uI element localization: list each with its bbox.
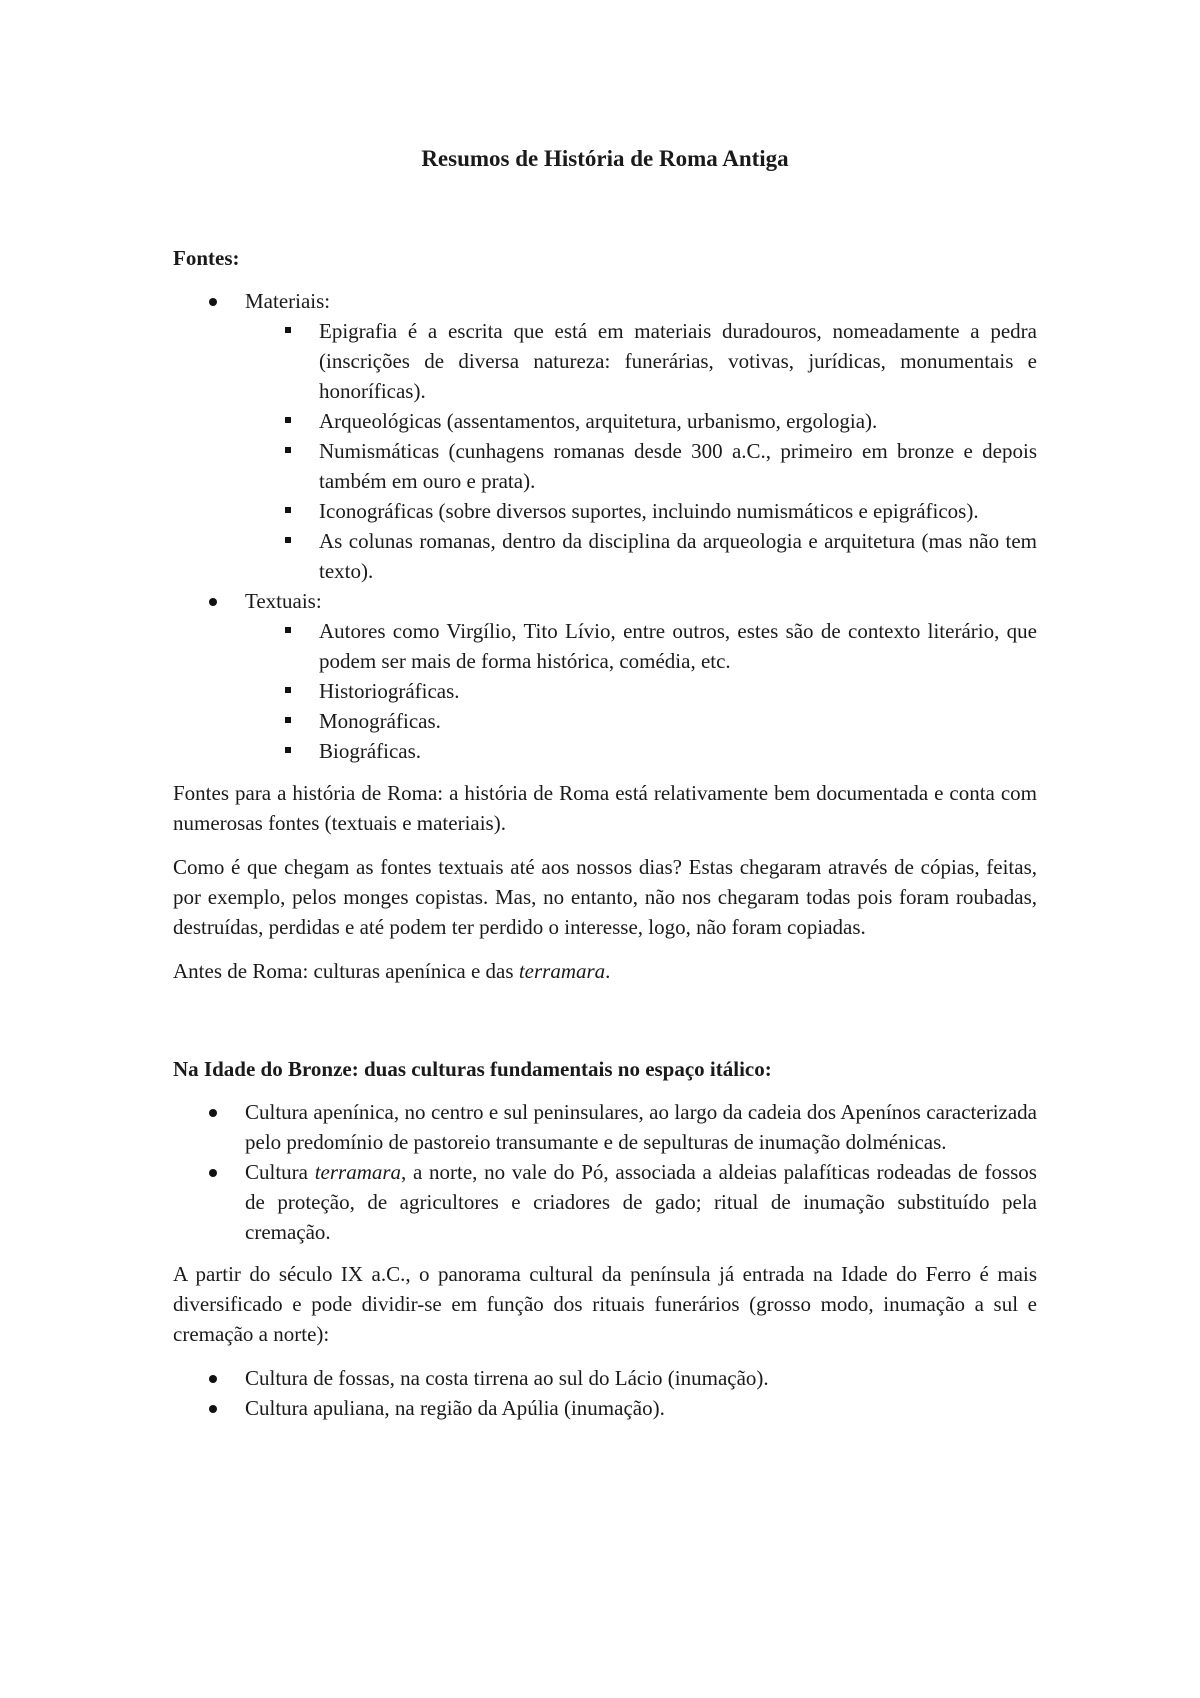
- section-heading-bronze: Na Idade do Bronze: duas culturas fundamentais no espaço itálico:: [173, 1057, 772, 1081]
- sublist-item-text: Arqueológicas (assentamentos, arquitetura, urbanismo, ergologia).: [319, 409, 878, 433]
- square-bullet-icon: [285, 327, 291, 333]
- ferro-list: [173, 1363, 1037, 1423]
- sublist-item-text: Historiográficas.: [319, 679, 460, 703]
- sublist-item-text: As colunas romanas, dentro da disciplina da arqueologia e arquitetura (mas não tem texto).: [319, 529, 1037, 583]
- list-item: [173, 1097, 1037, 1157]
- square-bullet-icon: [285, 717, 291, 723]
- square-bullet-icon: [285, 687, 291, 693]
- sublist-item: [173, 676, 1037, 706]
- list-item: [173, 1393, 1037, 1423]
- bullet-icon: [209, 1375, 217, 1383]
- sublist-item: [173, 496, 1037, 526]
- square-bullet-icon: [285, 627, 291, 633]
- paragraph-idade-do-ferro: A partir do século IX a.C., o panorama cultural da península já entrada na Idade do Ferro é mais diversificado e pode dividir-se em função dos rituais funerários (grosso modo, inumação a sul e cremação a norte):: [173, 1262, 1037, 1346]
- sublist-item-text: Biográficas.: [319, 739, 422, 763]
- text-run: .: [605, 959, 611, 983]
- sublist-item-text: Autores como Virgílio, Tito Lívio, entre outros, estes são de contexto literário, que podem ser mais de forma histórica, comédia, etc.: [319, 619, 1037, 673]
- sublist-item: [173, 526, 1037, 586]
- materiais-sublist: [245, 316, 1037, 586]
- bronze-list: [173, 1097, 1037, 1247]
- square-bullet-icon: [285, 507, 291, 513]
- list-item: [173, 1363, 1037, 1393]
- list-item-text: Cultura apenínica, no centro e sul peninsulares, ao largo da cadeia dos Apenínos caracterizada pelo predomínio de pastoreio transumante e de sepulturas de inumação dolménicas.: [245, 1100, 1037, 1154]
- page-title: Resumos de História de Roma Antiga: [421, 146, 789, 171]
- bullet-icon: [209, 1405, 217, 1413]
- sublist-item: [173, 406, 1037, 436]
- paragraph-fontes-historia: Fontes para a história de Roma: a história de Roma está relativamente bem documentada e conta com numerosas fontes (textuais e materiais).: [173, 781, 1037, 835]
- text-run: , a norte, no vale do Pó, associada a aldeias palafíticas rodeadas de fossos de proteção, de agricultores e criadores de gado; ritual de inumação substituído pela cremação.: [245, 1160, 1037, 1244]
- sublist-item-text: Monográficas.: [319, 709, 441, 733]
- list-item: [173, 1157, 1037, 1247]
- sublist-item: [173, 436, 1037, 496]
- list-item-label: Materiais:: [245, 289, 331, 313]
- square-bullet-icon: [285, 447, 291, 453]
- paragraph-antes-de-roma: [173, 956, 1037, 986]
- square-bullet-icon: [285, 417, 291, 423]
- bullet-icon: [209, 1109, 217, 1117]
- text-run: Cultura: [245, 1160, 315, 1184]
- bullet-icon: [209, 1169, 217, 1177]
- textuais-sublist: [245, 616, 1037, 766]
- list-item-text: Cultura apuliana, na região da Apúlia (inumação).: [245, 1396, 665, 1420]
- sublist-item: [173, 736, 1037, 766]
- sublist-item-text: Epigrafia é a escrita que está em materiais duradouros, nomeadamente a pedra (inscrições de diversa natureza: funerárias, votivas, jurídicas, monumentais e honoríficas).: [319, 319, 1037, 403]
- list-item-textuais: [173, 586, 1037, 766]
- square-bullet-icon: [285, 747, 291, 753]
- section-spacer: [173, 1000, 1037, 1054]
- sublist-item-text: Numismáticas (cunhagens romanas desde 300 a.C., primeiro em bronze e depois também em ouro e prata).: [319, 439, 1037, 493]
- list-item-label: Textuais:: [245, 589, 322, 613]
- sublist-item: [173, 316, 1037, 406]
- paragraph-fontes-textuais: Como é que chegam as fontes textuais até aos nossos dias? Estas chegaram através de cópias, feitas, por exemplo, pelos monges copistas. Mas, no entanto, não nos chegaram todas pois foram roubadas, destruídas, perdidas e até podem ter perdido o interesse, logo, não foram copiadas.: [173, 855, 1037, 939]
- section-heading-fontes: Fontes:: [173, 246, 240, 270]
- italic-term: terramara: [518, 959, 606, 983]
- sublist-item: [173, 616, 1037, 676]
- sublist-item-text: Iconográficas (sobre diversos suportes, incluindo numismáticos e epigráficos).: [319, 499, 979, 523]
- square-bullet-icon: [285, 537, 291, 543]
- text-run: Antes de Roma: culturas apenínica e das: [173, 959, 519, 983]
- italic-term: terramara: [314, 1160, 402, 1184]
- bullet-icon: [209, 298, 217, 306]
- sublist-item: [173, 706, 1037, 736]
- list-item-materiais: [173, 286, 1037, 586]
- bullet-icon: [209, 598, 217, 606]
- fontes-list: [173, 286, 1037, 766]
- list-item-text: Cultura de fossas, na costa tirrena ao sul do Lácio (inumação).: [245, 1366, 769, 1390]
